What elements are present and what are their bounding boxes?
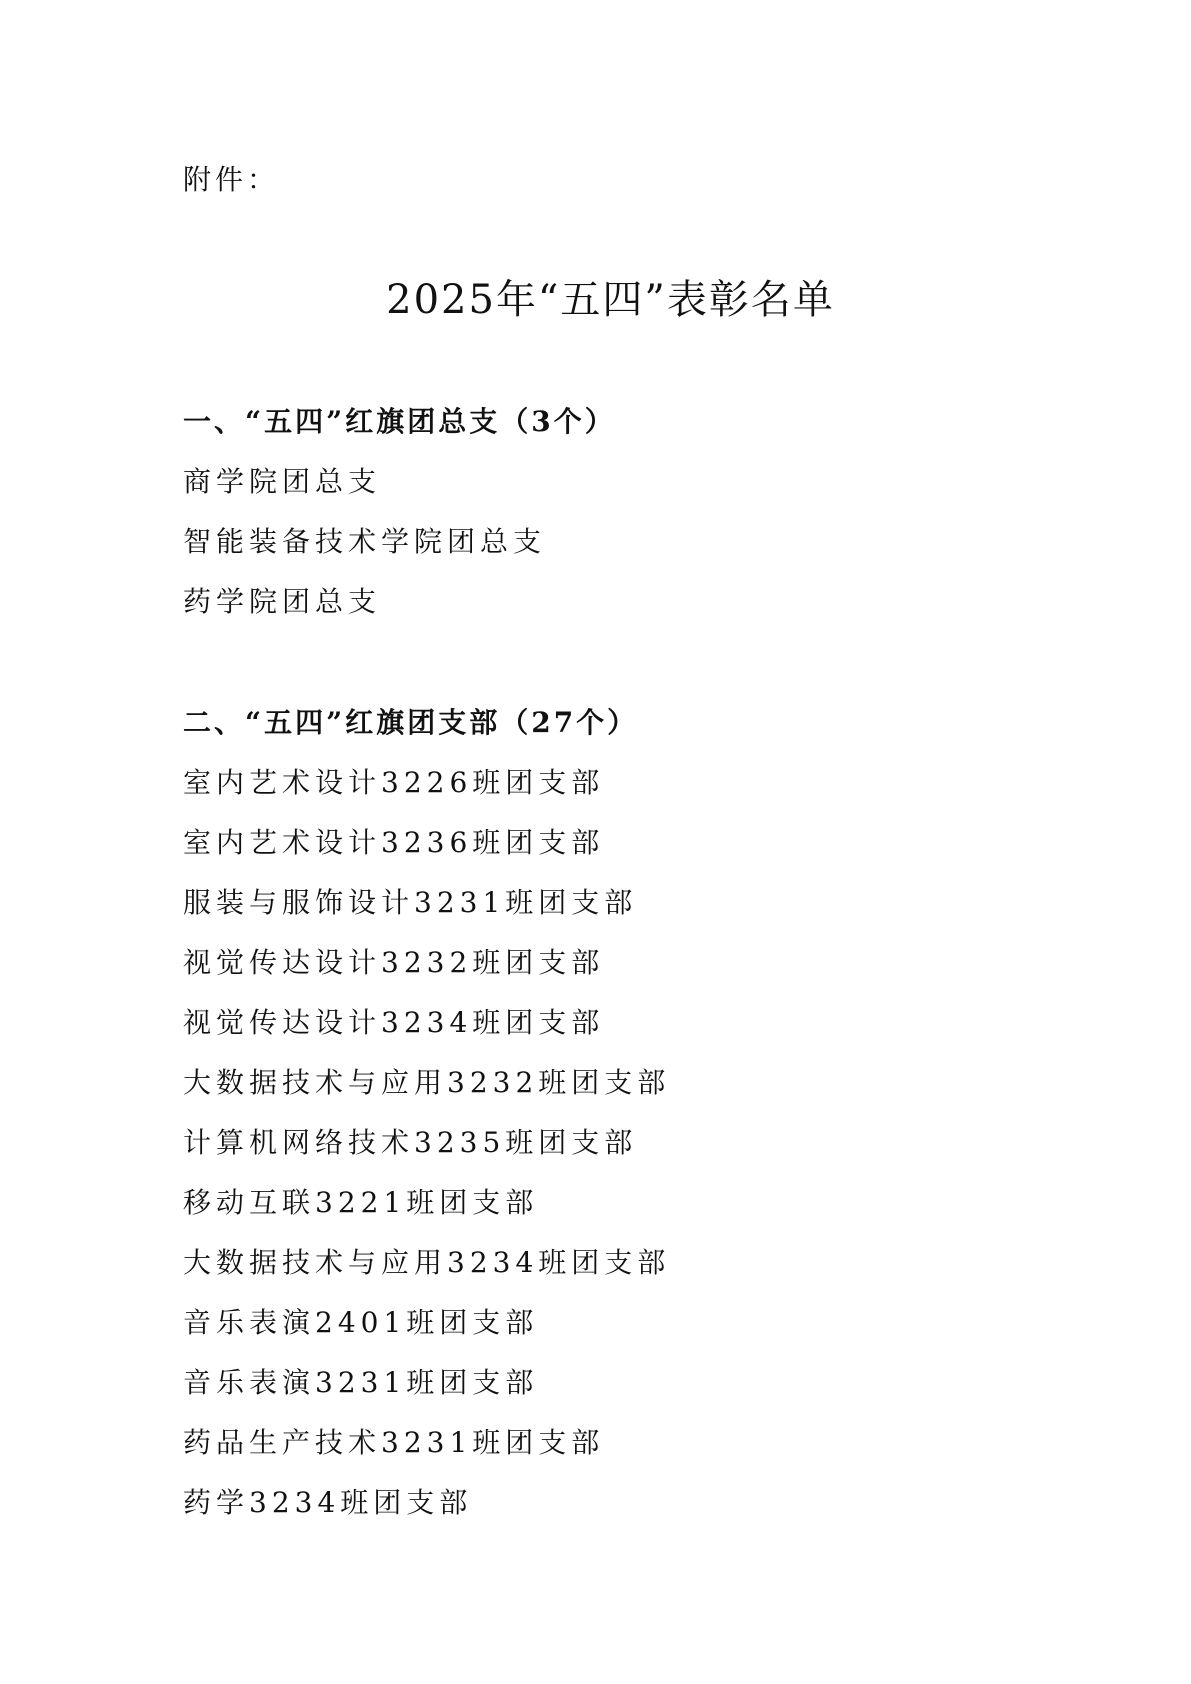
list-item: 服装与服饰设计3231班团支部: [183, 886, 638, 919]
section-heading: 一、“五四”红旗团总支（3个）: [183, 405, 616, 438]
list-item: 视觉传达设计3232班团支部: [183, 946, 605, 979]
list-item: 药学院团总支: [183, 585, 382, 618]
list-item: 大数据技术与应用3234班团支部: [183, 1246, 671, 1279]
list-item: 移动互联3221班团支部: [183, 1186, 539, 1219]
attachment-label: 附件：: [183, 163, 280, 196]
list-item: 室内艺术设计3236班团支部: [183, 826, 605, 859]
section-heading: 二、“五四”红旗团支部（27个）: [183, 706, 639, 739]
list-item: 音乐表演2401班团支部: [183, 1306, 539, 1339]
list-item: 视觉传达设计3234班团支部: [183, 1006, 605, 1039]
list-item: 大数据技术与应用3232班团支部: [183, 1066, 671, 1099]
entry-list: [183, 462, 1083, 622]
list-item: 智能装备技术学院团总支: [183, 525, 547, 558]
section-red-flag-branches: [183, 703, 1083, 1543]
list-item: 室内艺术设计3226班团支部: [183, 766, 605, 799]
list-item: 计算机网络技术3235班团支部: [183, 1126, 638, 1159]
list-item: 音乐表演3231班团支部: [183, 1366, 539, 1399]
list-item: 商学院团总支: [183, 465, 382, 498]
entry-list: [183, 763, 1083, 1523]
list-item: 药品生产技术3231班团支部: [183, 1426, 605, 1459]
section-red-flag-general-branches: [183, 402, 1083, 642]
list-item: 药学3234班团支部: [183, 1486, 473, 1519]
page-title: 2025年“五四”表彰名单: [386, 277, 835, 323]
